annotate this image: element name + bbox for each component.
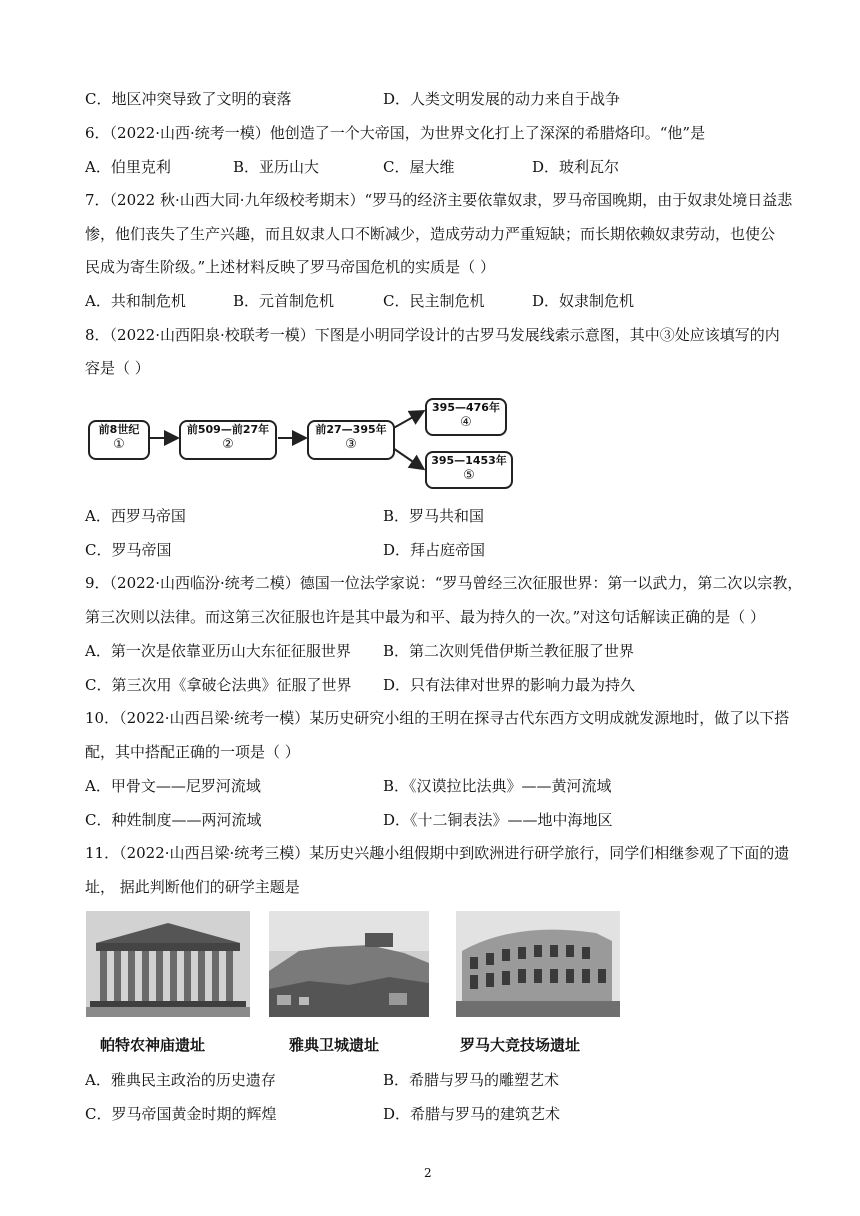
q11-option-b: B．希腊与罗马的雕塑艺术 — [383, 1071, 560, 1089]
q7-stem-line-2: 惨，他们丧失了生产兴趣，而且奴隶人口不断减少，造成劳动力严重短缺；而长期依赖奴隶劳动，也使公 — [85, 225, 776, 243]
q8-stem-line-2: 容是（ ） — [85, 359, 150, 377]
q10-option-a: A．甲骨文——尼罗河流域 — [85, 777, 261, 795]
q7-stem-line-3: 民成为寄生阶级。”上述材料反映了罗马帝国危机的实质是（ ） — [85, 258, 495, 276]
q9-stem-line-1: 9．（2022·山西临汾·统考二模）德国一位法学家说：“罗马曾经三次征服世界：第一以武力，第二次以宗教， — [85, 574, 803, 592]
q8-option-a: A．西罗马帝国 — [85, 507, 186, 525]
parthenon-illustration — [86, 911, 250, 1017]
q6-option-b: B．亚历山大 — [233, 158, 320, 176]
page-number: 2 — [424, 1166, 432, 1180]
flow-box-5: 395—1453年 ⑤ — [425, 451, 513, 489]
colosseum-photo — [456, 911, 620, 1017]
q6-stem: 6．（2022·山西·统考一模）他创造了一个大帝国，为世界文化打上了深深的希腊烙印。“他”是 — [85, 124, 706, 142]
q11-stem-line-1: 11．（2022·山西吕梁·统考三模）某历史兴趣小组假期中到欧洲进行研学旅行，同学们相继参观了下面的遗 — [85, 844, 790, 862]
q11-option-d: D．希腊与罗马的建筑艺术 — [383, 1105, 561, 1123]
q5-option-d: D．人类文明发展的动力来自于战争 — [383, 90, 621, 108]
caption-colosseum: 罗马大竞技场遗址 — [460, 1036, 581, 1054]
q10-option-b: B．《汉谟拉比法典》——黄河流域 — [383, 777, 612, 795]
flow-box-2: 前509—前27年 ② — [179, 420, 277, 460]
acropolis-photo — [269, 911, 429, 1017]
q8-stem-line-1: 8．（2022·山西阳泉·校联考一模）下图是小明同学设计的古罗马发展线索示意图，其中③处应该填写的内 — [85, 326, 780, 344]
q11-stem-line-2: 址， 据此判断他们的研学主题是 — [85, 878, 300, 896]
q9-option-c: C．第三次用《拿破仑法典》征服了世界 — [85, 676, 352, 694]
q7-stem-line-1: 7．（2022 秋·山西大同·九年级校考期末）“罗马的经济主要依靠奴隶，罗马帝国晚期，由于奴隶处境日益悲 — [85, 191, 793, 209]
q10-stem-line-2: 配，其中搭配正确的一项是（ ） — [85, 743, 300, 761]
acropolis-illustration — [269, 911, 429, 1017]
q11-option-c: C．罗马帝国黄金时期的辉煌 — [85, 1105, 277, 1123]
q7-option-b: B．元首制危机 — [233, 292, 335, 310]
q9-stem-line-2: 第三次则以法律。而这第三次征服也许是其中最为和平、最为持久的一次。”对这句话解读正确的是（ ） — [85, 608, 765, 626]
q5-option-c: C．地区冲突导致了文明的衰落 — [85, 90, 292, 108]
caption-parthenon: 帕特农神庙遗址 — [100, 1036, 206, 1054]
q10-stem-line-1: 10．（2022·山西吕梁·统考一模）某历史研究小组的王明在探寻古代东西方文明成就发源地时，做了以下搭 — [85, 709, 790, 727]
caption-acropolis: 雅典卫城遗址 — [289, 1036, 380, 1054]
q10-option-d: D．《十二铜表法》——地中海地区 — [383, 811, 613, 829]
q9-option-b: B．第二次则凭借伊斯兰教征服了世界 — [383, 642, 635, 660]
q9-option-d: D．只有法律对世界的影响力最为持久 — [383, 676, 636, 694]
q7-option-c: C．民主制危机 — [383, 292, 485, 310]
flow-box-1: 前8世纪 ① — [88, 420, 150, 460]
parthenon-photo — [86, 911, 250, 1017]
q11-option-a: A．雅典民主政治的历史遗存 — [85, 1071, 276, 1089]
q7-option-d: D．奴隶制危机 — [532, 292, 635, 310]
q8-option-d: D．拜占庭帝国 — [383, 541, 486, 559]
q8-option-b: B．罗马共和国 — [383, 507, 485, 525]
q6-option-d: D．玻利瓦尔 — [532, 158, 620, 176]
q10-option-c: C．种姓制度——两河流域 — [85, 811, 262, 829]
colosseum-illustration — [456, 911, 620, 1017]
q8-option-c: C．罗马帝国 — [85, 541, 172, 559]
q9-option-a: A．第一次是依靠亚历山大东征征服世界 — [85, 642, 351, 660]
flow-box-3: 前27—395年 ③ — [307, 420, 395, 460]
q6-option-c: C．屋大维 — [383, 158, 455, 176]
q6-option-a: A．伯里克利 — [85, 158, 171, 176]
flow-box-4: 395—476年 ④ — [425, 398, 507, 436]
q7-option-a: A．共和制危机 — [85, 292, 186, 310]
